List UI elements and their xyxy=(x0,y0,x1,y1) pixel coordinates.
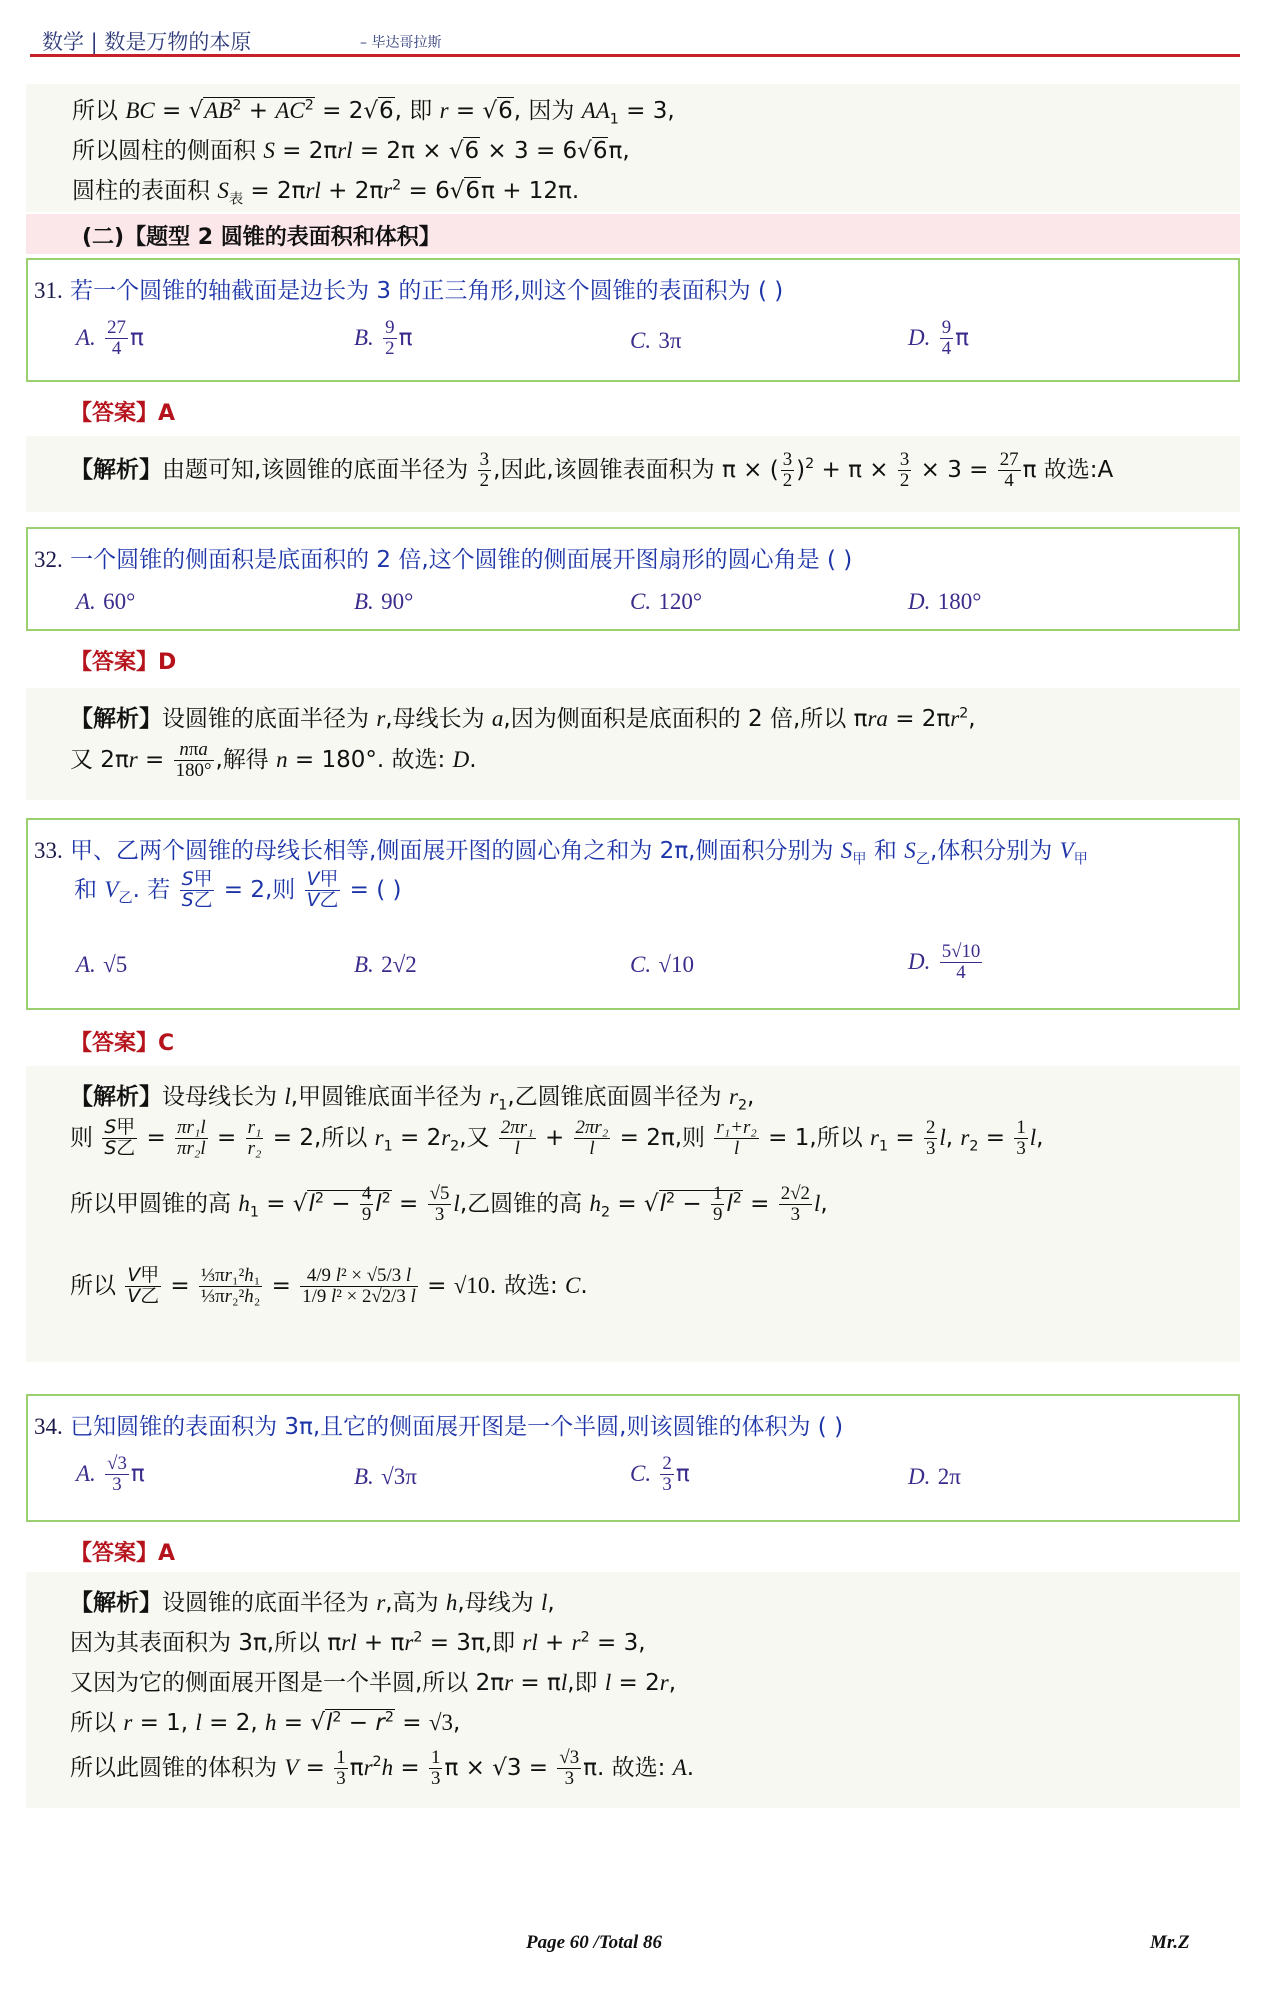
option-34-b: B. √3π xyxy=(354,1464,417,1489)
prev-solution-line-2: 所以圆柱的侧面积 S = 2πrl = 2π × √6 × 3 = 6√6π, xyxy=(72,138,630,164)
question-31-stem: 31. 若一个圆锥的轴截面是边长为 3 的正三角形,则这个圆锥的表面积为 ( ) xyxy=(34,278,784,304)
option-32-a: A. 60° xyxy=(76,589,136,614)
option-31-a: A. $\frac{27}{4}$ π xyxy=(76,317,144,359)
question-33 xyxy=(26,818,1240,1010)
question-33-stem-line-1: 33. 甲、乙两个圆锥的母线长相等,侧面展开图的圆心角之和为 2π,侧面积分别为 $S_甲$ 和 $S_乙$,体积分别为 $V_甲$ xyxy=(34,838,1088,868)
option-33-a: A. √5 xyxy=(76,952,128,977)
option-34-a: A. $\frac{√3}{3}$ π xyxy=(76,1453,145,1495)
question-32-stem: 32. 一个圆锥的侧面积是底面积的 2 倍,这个圆锥的侧面展开图扇形的圆心角是 ( ) xyxy=(34,547,853,573)
option-31-c: C. 3π xyxy=(630,328,682,353)
section-title: (二)【题型 2 圆锥的表面积和体积】 xyxy=(82,225,441,250)
analysis-32-line-1: 【解析】设圆锥的底面半径为 r,母线长为 a,因为侧面积是底面积的 2 倍,所以 $\pi ra = 2\pi r^2$, xyxy=(70,705,976,732)
analysis-34 xyxy=(26,1572,1240,1808)
header-quote: – 毕达哥拉斯 xyxy=(360,35,442,51)
question-32 xyxy=(26,527,1240,631)
analysis-34-line-3: 又因为它的侧面展开图是一个半圆,所以 2πr = πl,即 l = 2r, xyxy=(70,1670,677,1696)
answer-34: 【答案】A xyxy=(70,1541,176,1566)
prev-solution-line-1: 所以 BC = $√AB^2 + AC^2 = 2√6$, 即 r = √6, 因为 $AA_1 = 3$, xyxy=(72,97,675,128)
answer-31: 【答案】A xyxy=(70,401,176,426)
question-31 xyxy=(26,258,1240,382)
option-31-d: D. $\frac{9}{4}$ π xyxy=(908,317,969,359)
option-32-d: D. 180° xyxy=(908,589,982,614)
analysis-33 xyxy=(26,1066,1240,1362)
prev-solution-block xyxy=(26,84,1240,212)
analysis-33-line-2: 则 $\frac{\text{S甲}}{\text{S乙}}$ = $\frac{\text{πr₁l}}{\text{πr₂l}}$ = $\frac{\text{r₁}}{\text{r₂}}$ = 2,所以 $r_1 = 2r_2$,又 $\frac{\text{2πr₁}}{l}$ + $\frac{\text{2πr₂}}{l}$ = 2π,则 $\frac{\text{r₁+r₂}}{l}$ = 1,所以 $r_1$ = $\frac{2}{3}$ l, $r_2$ = $\frac{1}{3}$ l, xyxy=(70,1116,1044,1159)
option-33-b: B. 2√2 xyxy=(354,952,417,977)
analysis-34-line-5: 所以此圆锥的体积为 V = $\frac{1}{3}$ $\pi r^2h$ = $\frac{1}{3}$ π × √3 = $\frac{√3}{3}$ π. 故选: A. xyxy=(70,1747,695,1789)
answer-32: 【答案】D xyxy=(70,650,177,675)
question-33-stem-line-2: 和 $V_乙$. 若 $\frac{\text{S甲}}{\text{S乙}}$ = 2,则 $\frac{\text{V甲}}{\text{V乙}}$ = ( ) xyxy=(74,868,402,911)
analysis-34-line-1: 【解析】设圆锥的底面半径为 r,高为 h,母线为 l, xyxy=(70,1590,555,1616)
option-32-b: B. 90° xyxy=(354,589,414,614)
header-rule xyxy=(30,54,1240,57)
analysis-31 xyxy=(26,436,1240,512)
page-author: Mr.Z xyxy=(1150,1932,1190,1953)
option-33-d: D. $\frac{5√10}{4}$ xyxy=(908,941,981,983)
analysis-33-line-4: 所以 $\frac{\text{V甲}}{\text{V乙}}$ = $\frac{\text{⅓πr₁²h₁}}{\text{⅓πr₂²h₂}}$ = $\frac{\text{4/9 l² × √5/3 l}}{\text{1/9 l² × 2√2/3 l}}$ = √10. 故选: C. xyxy=(70,1264,588,1307)
analysis-34-line-2: 因为其表面积为 3π,所以 $\pi rl + \pi r^2 = 3\pi$,即 rl + $r^2 = 3$, xyxy=(70,1629,646,1656)
option-34-c: C. $\frac{2}{3}$ π xyxy=(630,1453,690,1495)
option-31-b: B. $\frac{9}{2}$ π xyxy=(354,317,413,359)
option-32-c: C. 120° xyxy=(630,589,703,614)
prev-solution-line-3: 圆柱的表面积 $S_表 = 2\pi rl + 2\pi r^2 = 6√6\pi + 12\pi$. xyxy=(72,177,580,208)
question-34-stem: 34. 已知圆锥的表面积为 3π,且它的侧面展开图是一个半圆,则该圆锥的体积为 ( ) xyxy=(34,1414,844,1440)
page-header xyxy=(30,22,1240,58)
header-title: 数学 | 数是万物的本原 xyxy=(42,30,252,54)
question-34 xyxy=(26,1394,1240,1522)
option-34-d: D. 2π xyxy=(908,1464,961,1489)
option-33-c: C. √10 xyxy=(630,952,695,977)
analysis-32 xyxy=(26,688,1240,800)
analysis-31-line-1: 【解析】由题可知,该圆锥的底面半径为 $\frac{3}{2}$ ,因此,该圆锥表面积为 π × ( $\frac{3}{2}$ )$^2$ + π × $\frac{3}{2}$ × 3 = $\frac{27}{4}$ π 故选:A xyxy=(70,449,1114,491)
analysis-33-line-3: 所以甲圆锥的高 $h_1 = √l^2$ − $\frac{4}{9}$ $l^2$ = $\frac{√5}{3}$ l,乙圆锥的高 $h_2 = √l^2$ − $\frac{1}{9}$ $l^2$ = $\frac{2√2}{3}$ l, xyxy=(70,1183,828,1225)
page-number: Page 60 /Total 86 xyxy=(526,1932,662,1953)
answer-33: 【答案】C xyxy=(70,1031,175,1056)
analysis-33-line-1: 【解析】设母线长为 l,甲圆锥底面半径为 $r_1$,乙圆锥底面圆半径为 $r_2$, xyxy=(70,1084,755,1114)
analysis-32-line-2: 又 2πr = $\frac{\text{nπa}}{180^\circ}$ ,解得 n = 180°. 故选: D. xyxy=(70,739,477,781)
analysis-34-line-4: 所以 r = 1, l = 2, $h = √l^2 - r^2 = √3$, xyxy=(70,1709,461,1736)
section-heading xyxy=(26,214,1240,254)
